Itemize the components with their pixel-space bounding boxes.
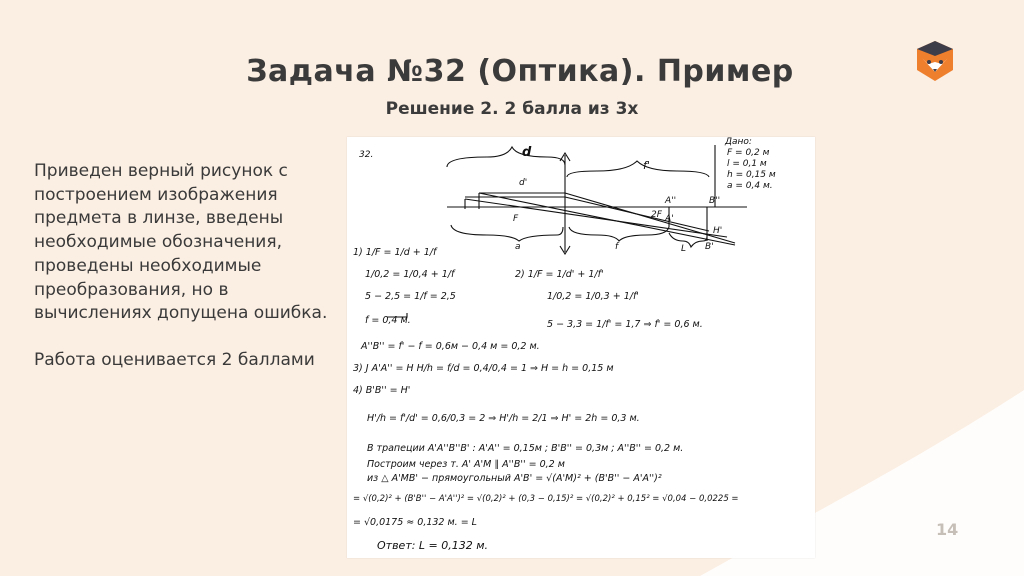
dano-title: Дано: <box>725 137 752 147</box>
answer-line: Ответ: L = 0,132 м. <box>377 539 489 552</box>
dano-line: F = 0,2 м <box>727 148 770 158</box>
solution-line: = √(0,2)² + (B'B'' − A'A'')² = √(0,2)² + (0,3 − 0,15)² = √(0,2)² + 0,15² = √0,04 − 0,0225 = <box>353 494 739 504</box>
solution-line: 3) J A'A'' = H H/h = f/d = 0,4/0,4 = 1 ⇒ H = h = 0,15 м <box>353 363 614 374</box>
fox-logo-icon <box>912 38 958 84</box>
handwritten-solution-image <box>347 137 815 558</box>
label-B1: B' <box>705 242 714 252</box>
solution-line: H'/h = f'/d' = 0,6/0,3 = 2 ⇒ H'/h = 2/1 ⇒ H' = 2h = 0,3 м. <box>367 413 640 424</box>
solution-line: 5 − 3,3 = 1/f' = 1,7 ⇒ f' = 0,6 м. <box>547 319 703 330</box>
page-number: 14 <box>936 520 959 539</box>
label-d1: d' <box>519 178 528 188</box>
label-d: d <box>522 145 532 160</box>
explanation-paragraph: Приведен верный рисунок с построением изображения предмета в линзе, введены необходимые обозначения, проведены необходимые преобразования, но в вычислениях допущена ошибка. <box>34 161 328 324</box>
label-2F: 2F <box>651 210 662 220</box>
dano-line: l = 0,1 м <box>727 159 767 169</box>
label-L: L <box>681 244 687 254</box>
solution-line: из △ A'MB' − прямоугольный A'B' = √(A'M)² + (B'B'' − A'A'')² <box>367 473 662 484</box>
solution-line: = √0,0175 ≈ 0,132 м. = L <box>353 517 477 528</box>
problem-number: 32. <box>359 150 374 160</box>
label-A2: A'' <box>665 196 677 206</box>
label-A1: A' <box>665 214 674 224</box>
solution-line: f = 0,4 м. <box>365 315 411 326</box>
slide-title: Задача №32 (Оптика). Пример <box>246 54 794 89</box>
solution-line: В трапеции A'A''B''B' : A'A'' = 0,15м ; B'B'' = 0,3м ; A''B'' = 0,2 м. <box>367 443 684 454</box>
solution-line: A''B'' = f' − f = 0,6м − 0,4 м = 0,2 м. <box>361 341 540 352</box>
label-H1: H' <box>713 226 723 236</box>
solution-line: 1/0,2 = 1/0,3 + 1/f' <box>547 291 639 302</box>
dano-line: a = 0,4 м. <box>727 181 773 191</box>
solution-line: 5 − 2,5 = 1/f = 2,5 <box>365 291 456 302</box>
solution-line: 4) B'B'' = H' <box>353 385 411 396</box>
solution-line: Построим через т. A' A'M ∥ A''B'' = 0,2 м <box>367 459 565 470</box>
solution-line: 1/0,2 = 1/0,4 + 1/f <box>365 269 455 280</box>
label-F: F <box>513 214 519 224</box>
label-f: f <box>615 242 619 252</box>
dano-line: h = 0,15 м <box>727 170 776 180</box>
scanned-solution <box>347 137 815 558</box>
label-a: a <box>515 242 521 252</box>
explanation-text <box>34 160 334 373</box>
slide-subtitle: Решение 2. 2 балла из 3х <box>385 99 639 119</box>
label-B2: B'' <box>709 196 721 206</box>
solution-line: 2) 1/F = 1/d' + 1/f' <box>515 269 604 280</box>
score-paragraph: Работа оценивается 2 баллами <box>34 349 315 370</box>
solution-line: 1) 1/F = 1/d + 1/f <box>353 247 437 258</box>
label-f1: f' <box>643 159 650 172</box>
